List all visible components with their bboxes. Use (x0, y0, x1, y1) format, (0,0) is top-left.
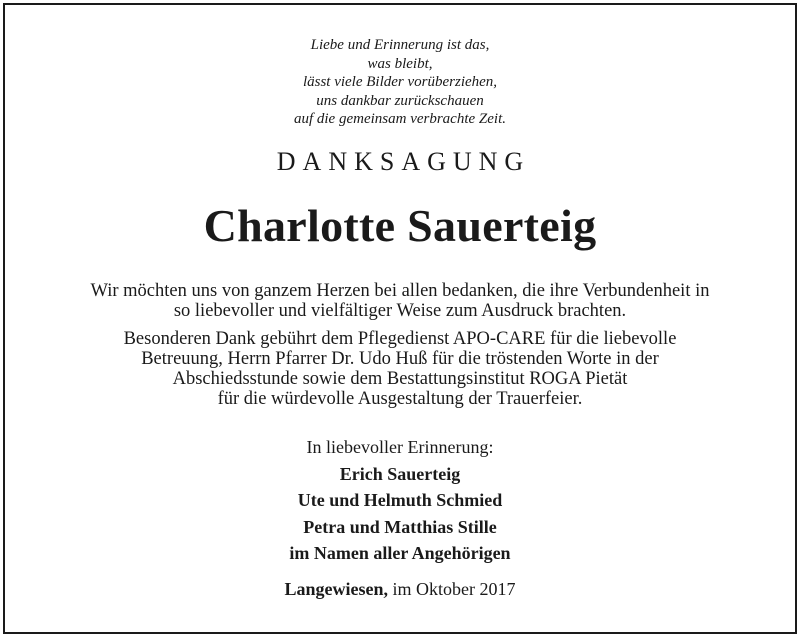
date: im Oktober 2017 (392, 579, 516, 599)
mourners-intro: In liebevoller Erinnerung: (306, 437, 494, 457)
special-thanks-paragraph (0, 329, 800, 409)
mourner-name: im Namen aller Angehörigen (289, 543, 511, 563)
notice-heading: DANKSAGUNG (276, 147, 531, 176)
place-and-date (0, 577, 800, 601)
paragraph-line: Betreuung, Herrn Pfarrer Dr. Udo Huß für die tröstenden Worte in der (141, 349, 659, 369)
thanks-paragraph (0, 281, 800, 321)
mourner-name: Erich Sauerteig (339, 463, 461, 484)
paragraph-line: für die würdevolle Ausgestaltung der Trauerfeier. (217, 389, 583, 409)
poem-line: auf die gemeinsam verbrachte Zeit. (293, 111, 507, 127)
poem-line: uns dankbar zurückschauen (316, 92, 484, 109)
memorial-poem (0, 36, 800, 129)
mourners-list (0, 434, 800, 567)
place: Langewiesen, (284, 579, 388, 599)
deceased-name: Charlotte Sauerteig (203, 200, 597, 251)
paragraph-line: Abschiedsstunde sowie dem Bestattungsinstitut ROGA Pietät (172, 369, 628, 389)
paragraph-line: Besonderen Dank gebührt dem Pflegedienst APO-CARE für die liebevolle (123, 329, 677, 349)
poem-line: was bleibt, (367, 55, 433, 72)
paragraph-line: Wir möchten uns von ganzem Herzen bei allen bedanken, die ihre Verbundenheit in (90, 281, 710, 301)
poem-line: lässt viele Bilder vorüberziehen, (302, 74, 498, 90)
mourner-name: Ute und Helmuth Schmied (297, 490, 503, 510)
poem-line: Liebe und Erinnerung ist das, (310, 37, 490, 53)
mourner-name: Petra und Matthias Stille (303, 516, 497, 537)
paragraph-line: so liebevoller und vielfältiger Weise zum Ausdruck brachten. (173, 301, 627, 321)
